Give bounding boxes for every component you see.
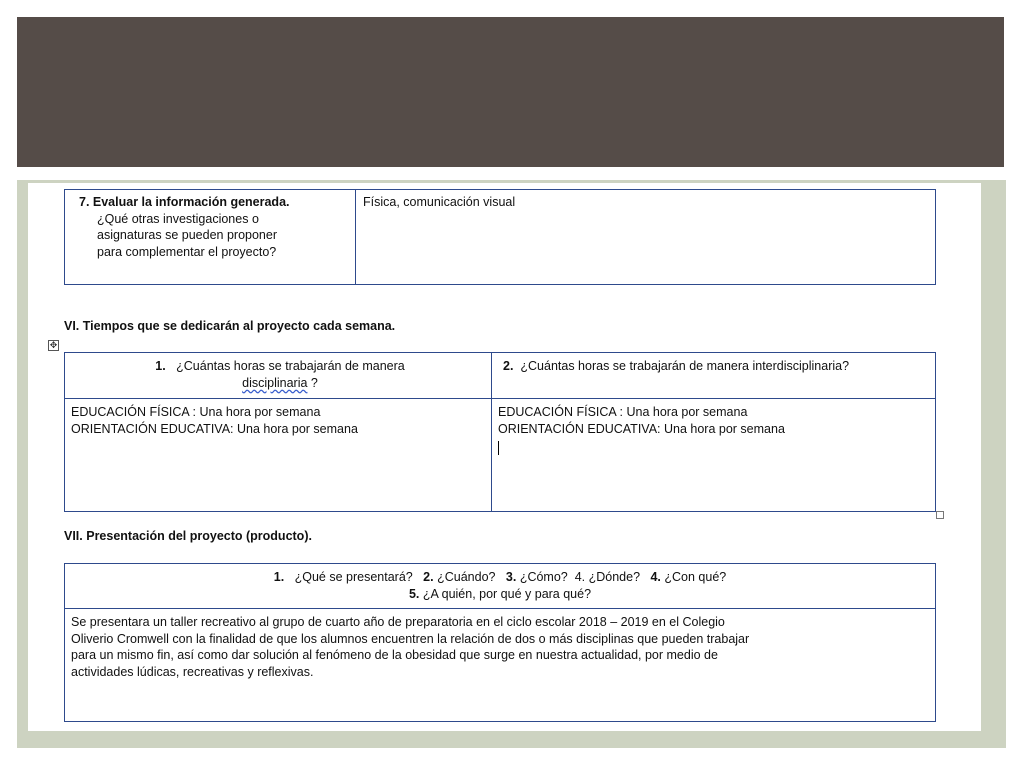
answer-line: para un mismo fin, así como dar solución al fenómeno de la obesidad que surge en nuestra actualidad, por medio de [71,648,718,662]
answer-line: Oliverio Cromwell con la finalidad de que los alumnos encuentren la relación de dos o más disciplinas que pueden trabajar [71,631,750,646]
section-vii-heading: VII. Presentación del proyecto (producto). [64,529,312,543]
move-cross-icon[interactable]: ✥ [49,340,58,350]
evaluation-line: para complementar el proyecto? [97,244,277,259]
spellcheck-word[interactable]: disciplinaria [242,375,308,390]
table-divider [491,353,492,511]
question-number: 3. [505,570,517,584]
evaluation-table [64,189,936,285]
table-divider [65,608,935,609]
evaluation-answer-cell: Física, comunicación visual [363,195,516,209]
question-number: 2. [423,570,434,584]
table-resize-handle[interactable] [936,511,944,519]
weekly-hours-table [64,352,936,512]
question-text: ¿A quién, por qué y para qué? [422,586,592,601]
section-vi-heading: VI. Tiempos que se dedicarán al proyecto cada semana. [64,319,396,333]
answer-line: ORIENTACIÓN EDUCATIVA: Una hora por semana [71,421,358,436]
question-text: ¿Cómo? [519,570,568,584]
question-text: ¿Qué se presentará? [294,570,413,584]
answer-line: ORIENTACIÓN EDUCATIVA: Una hora por semana [498,421,785,436]
answer-line: actividades lúdicas, recreativas y reflexivas. [71,664,314,679]
question-text: ¿Cuántas horas se trabajarán de manera [176,359,405,373]
disciplinary-hours-question [85,358,475,391]
question-number: 1. [273,570,285,584]
interdisciplinary-hours-question [503,358,849,375]
answer-line: EDUCACIÓN FÍSICA : Una hora por semana [71,405,321,419]
evaluation-title: 7. Evaluar la información generada. [79,195,290,209]
interdisciplinary-hours-answer[interactable] [498,404,928,437]
question-number: 1. [155,359,166,373]
question-text: 4. ¿Dónde? [574,570,641,584]
question-text: ¿Con qué? [664,570,727,584]
presentation-questions [65,569,935,602]
question-text: ¿Cuándo? [437,570,496,584]
text-cursor [498,441,499,455]
product-presentation-table [64,563,936,722]
answer-line: Se presentara un taller recreativo al grupo de cuarto año de preparatoria en el ciclo escolar 2018 – 2019 en el Colegio [71,615,725,629]
table-divider [65,398,935,399]
table-divider [355,190,356,284]
answer-line: EDUCACIÓN FÍSICA : Una hora por semana [498,405,748,419]
disciplinary-hours-answer[interactable] [71,404,481,437]
question-number: 2. [503,359,514,373]
question-number: 5. [408,586,420,601]
evaluation-question-cell [79,194,349,260]
question-mark: ? [307,375,318,390]
evaluation-line: asignaturas se pueden proponer [97,228,277,242]
question-number: 4. [650,570,661,584]
slide-header-band [17,17,1004,167]
evaluation-line: ¿Qué otras investigaciones o [97,211,259,226]
document-page [28,183,981,731]
question-text: ¿Cuántas horas se trabajarán de manera interdisciplinaria? [520,359,850,373]
presentation-answer[interactable] [71,614,931,680]
